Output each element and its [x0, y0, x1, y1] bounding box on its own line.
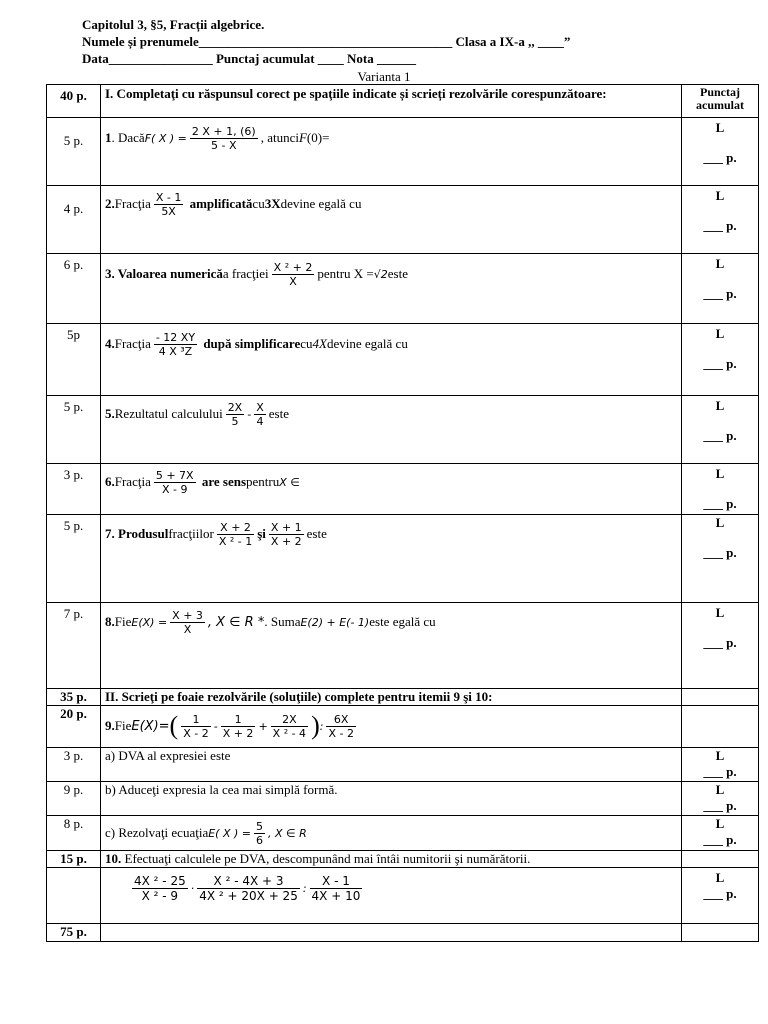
question-9a-row [47, 748, 759, 782]
question-2-score[interactable] [682, 186, 759, 254]
q5-denominator-1: 5 [231, 414, 239, 428]
q9-fraction-3 [271, 713, 308, 740]
q4-fraction [154, 331, 197, 358]
q9-number: 9. [105, 718, 115, 733]
q1-fraction [190, 125, 258, 152]
question-9c [101, 816, 682, 851]
question-10-row [47, 851, 759, 868]
section-2-points: 35 p. [47, 689, 101, 706]
question-7 [101, 515, 682, 603]
score-L: L [715, 816, 725, 831]
q7-denominator-1: X ² - 1 [218, 534, 253, 548]
q8-text-3: este egală cu [369, 614, 436, 629]
q9-denominator-2: X + 2 [222, 726, 254, 740]
question-9b-points: 9 p. [47, 782, 101, 816]
question-7-points: 5 p. [47, 515, 101, 603]
question-9c-points: 8 p. [47, 816, 101, 851]
q6-domain: X ∈ [279, 475, 300, 489]
q4-text-3: devine egală cu [326, 336, 408, 351]
q3-sqrt: √2 [373, 267, 388, 281]
question-8 [101, 603, 682, 689]
q9c-numerator: 5 [256, 819, 264, 833]
question-3-score[interactable] [682, 254, 759, 324]
q9-numerator-1: 1 [181, 713, 211, 727]
score-L: L [715, 870, 725, 885]
score-points: ___ p. [703, 356, 737, 371]
q1-text-4: (0)= [306, 130, 330, 145]
q10-fraction-3 [310, 874, 363, 903]
q1-text-2: , atunci [260, 130, 299, 145]
q7-text-1: fracţiilor [168, 526, 214, 541]
question-4-row [47, 324, 759, 396]
q6-bold-1: 6. [105, 474, 115, 489]
question-9 [101, 706, 682, 748]
q4-italic: 4X [312, 336, 327, 351]
q8-e: E(X) = [131, 615, 168, 629]
q10-op-1: · [190, 881, 195, 895]
q6-bold-2: are sens [201, 474, 247, 489]
question-9b [101, 782, 682, 816]
q1-text-3: F [298, 130, 307, 145]
q9-denominator-1: X - 2 [183, 726, 209, 740]
q10-op-2: : [302, 881, 307, 895]
score-points: ___ p. [703, 764, 737, 779]
q4-numerator: - 12 XY [155, 330, 196, 344]
q9-fraction-4 [326, 713, 356, 740]
question-2-points: 4 p. [47, 186, 101, 254]
question-6-score[interactable] [682, 464, 759, 515]
q5-denominator-2: 4 [256, 414, 264, 428]
score-points: ___ p. [703, 218, 737, 233]
q1-text-1: . Dacă [111, 130, 145, 145]
q9c-e: E( X ) = [208, 826, 252, 840]
q10-fraction-2 [197, 874, 300, 903]
q9-numerator-2: 1 [221, 713, 256, 727]
question-6-points: 3 p. [47, 464, 101, 515]
q2-numerator: X - 1 [155, 190, 182, 204]
q4-text-2: cu [300, 336, 313, 351]
q9-paren-close: ) [311, 711, 320, 740]
q1-denominator: 5 - X [211, 138, 237, 152]
q2-fraction [154, 191, 184, 218]
question-10-points: 15 p. [47, 851, 101, 868]
q7-fraction-1 [217, 521, 254, 548]
q1-fx: F( X ) = [144, 131, 187, 145]
q9c-text: c) Rezolvaţi ecuaţia [105, 825, 209, 840]
score-L: L [715, 605, 725, 620]
q8-text-2: . Suma [264, 614, 301, 629]
score-points: ___ p. [703, 428, 737, 443]
q7-numerator-1: X + 2 [217, 521, 254, 535]
q7-text-2: este [306, 526, 327, 541]
total-score[interactable] [682, 924, 759, 942]
q2-bold-1: amplificată [189, 196, 253, 211]
q5-fraction-1 [226, 401, 245, 428]
score-L: L [715, 326, 725, 341]
q8-text-1: Fie [114, 614, 132, 629]
date-score-line: Data________________ Punctaj acumulat ____ Nota ______ [82, 51, 417, 66]
q7-bold-1: 7. Produsul [105, 526, 169, 541]
question-9c-row [47, 816, 759, 851]
q4-text-1: Fracţia [114, 336, 151, 351]
score-points: ___ p. [703, 150, 737, 165]
q9-op-1: - [213, 719, 218, 733]
q4-bold-2: după simplificare [203, 336, 301, 351]
q9-e: E(X)= [131, 718, 170, 734]
q9-fraction-1 [181, 713, 211, 740]
q2-text-3: devine egală cu [280, 196, 362, 211]
score-L: L [715, 782, 725, 797]
score-points: ___ p. [703, 545, 737, 560]
q2-bold-2: 3X [264, 196, 281, 211]
question-3-points: 6 p. [47, 254, 101, 324]
q2-text-2: cu [252, 196, 265, 211]
q3-bold-1: 3. Valoarea numerică [105, 266, 223, 281]
question-2 [101, 186, 682, 254]
question-1-row [47, 118, 759, 186]
q2-number: 2. [105, 196, 115, 211]
q8-denominator: X [183, 622, 192, 636]
q3-numerator: X ² + 2 [273, 260, 313, 274]
q10-fraction-1 [132, 874, 188, 903]
q3-text-1: a fracţiei [222, 266, 269, 281]
score-points: ___ p. [703, 286, 737, 301]
score-L: L [715, 120, 725, 135]
section-1-points: 40 p. [47, 85, 101, 118]
score-points: ___ p. [703, 832, 737, 847]
q5-minus: - [247, 407, 252, 421]
q2-text-1: Fracţia [114, 196, 151, 211]
q10-expr-empty [47, 868, 101, 924]
q9c-domain: , X ∈ R [268, 826, 307, 840]
q10-numerator-2: X ² - 4X + 3 [197, 874, 300, 889]
question-9-empty [682, 706, 759, 748]
question-9b-score[interactable] [682, 782, 759, 816]
accumulated-header: Punctaj acumulat [682, 85, 759, 118]
q4-bold-1: 4. [105, 336, 115, 351]
q3-text-2: pentru X = [317, 266, 374, 281]
q9c-denominator: 6 [256, 833, 264, 847]
total-points: 75 p. [47, 924, 101, 942]
question-5-row [47, 396, 759, 464]
score-points: ___ p. [703, 798, 737, 813]
total-row [47, 924, 759, 942]
score-points: ___ p. [703, 635, 737, 650]
q7-denominator-2: X + 2 [270, 534, 302, 548]
q6-numerator: 5 + 7X [155, 468, 194, 482]
q5-numerator-2: X [256, 400, 264, 414]
q8-fraction [170, 609, 205, 636]
q5-fraction-2 [254, 401, 266, 428]
question-10-score[interactable] [682, 868, 759, 924]
q6-text-1: Fracţia [114, 474, 151, 489]
score-L: L [715, 748, 725, 763]
question-1-score[interactable] [682, 118, 759, 186]
q10-denominator-1: X ² - 9 [141, 888, 179, 903]
question-1 [101, 118, 682, 186]
question-5 [101, 396, 682, 464]
score-points: ___ p. [703, 496, 737, 511]
q9-op-3: : [319, 719, 324, 733]
question-10-expression [101, 868, 682, 924]
question-3 [101, 254, 682, 324]
q2-denominator: 5X [161, 204, 176, 218]
q7-numerator-2: X + 1 [270, 520, 302, 534]
q7-and: şi [257, 526, 266, 541]
question-6-row [47, 464, 759, 515]
q8-numerator: X + 3 [172, 608, 203, 622]
q9-denominator-3: X ² - 4 [272, 726, 307, 740]
q10-numerator-1: 4X ² - 25 [134, 873, 186, 888]
q3-denominator: X [289, 274, 297, 288]
question-9a-score[interactable] [682, 748, 759, 782]
q5-text-1: Rezultatul calculului [114, 406, 223, 421]
q9-fraction-2 [221, 713, 256, 740]
question-1-points: 5 p. [47, 118, 101, 186]
q9c-fraction [254, 820, 265, 847]
q3-fraction [272, 261, 315, 288]
score-points: ___ p. [703, 886, 737, 901]
question-9-points: 20 p. [47, 706, 101, 748]
q7-fraction-2 [269, 521, 304, 548]
q8-sum: E(2) + E(- 1) [300, 615, 370, 629]
q9-paren-open: ( [169, 711, 179, 740]
section-2-title: II. Scrieţi pe foaie rezolvările (soluţiile) complete pentru itemii 9 şi 10: [101, 689, 682, 706]
section-2-empty [682, 689, 759, 706]
q9-denominator-4: X - 2 [328, 726, 354, 740]
question-9-row [47, 706, 759, 748]
question-9b-row [47, 782, 759, 816]
q5-text-2: este [268, 406, 289, 421]
q10-numerator-3: X - 1 [310, 874, 363, 889]
q5-bold-1: 5. [105, 406, 115, 421]
score-L: L [715, 466, 725, 481]
q10-number: 10. [105, 851, 122, 866]
q3-text-3: este [387, 266, 408, 281]
question-9a [101, 748, 682, 782]
question-9a-points: 3 p. [47, 748, 101, 782]
question-10 [101, 851, 682, 868]
section-1-header [47, 85, 759, 118]
question-2-row [47, 186, 759, 254]
question-8-score[interactable] [682, 603, 759, 689]
question-4 [101, 324, 682, 396]
q9-numerator-4: 6X [326, 713, 356, 727]
section-2-header [47, 689, 759, 706]
q5-numerator-1: 2X [227, 400, 243, 414]
question-9c-score[interactable] [682, 816, 759, 851]
score-L: L [715, 515, 725, 530]
q10-text: Efectuaţi calculele pe DVA, descompunând mai întâi numitorii şi numărătorii. [121, 851, 531, 866]
question-5-score[interactable] [682, 396, 759, 464]
total-empty [101, 924, 682, 942]
q9-text-1: Fie [114, 718, 132, 733]
score-L: L [715, 398, 725, 413]
q6-text-2: pentru [246, 474, 280, 489]
score-L: L [715, 256, 725, 271]
q4-denominator: 4 X ³Z [158, 344, 193, 358]
question-10-expression-row [47, 868, 759, 924]
question-10-empty [682, 851, 759, 868]
question-3-row [47, 254, 759, 324]
test-table [46, 84, 759, 942]
question-5-points: 5 p. [47, 396, 101, 464]
section-1-title: I. Completaţi cu răspunsul corect pe spaţiile indicate și scrieți rezolvările corespunzătoare: [101, 85, 682, 118]
question-4-score[interactable] [682, 324, 759, 396]
variant-label: Varianta 1 [357, 69, 411, 84]
q9-op-2: + [258, 719, 268, 733]
q1-numerator: 2 X + 1, (6) [191, 124, 256, 138]
q10-denominator-3: 4X + 10 [311, 888, 361, 903]
q9b-text: b) Aduceţi expresia la cea mai simplă formă. [105, 782, 338, 797]
question-8-points: 7 p. [47, 603, 101, 689]
q9a-text: a) DVA al expresiei este [105, 748, 231, 763]
question-7-score[interactable] [682, 515, 759, 603]
chapter-title: Capitolul 3, §5, Fracții algebrice. [82, 17, 265, 32]
question-7-row [47, 515, 759, 603]
question-4-points: 5p [47, 324, 101, 396]
q10-denominator-2: 4X ² + 20X + 25 [199, 888, 298, 903]
q9-numerator-3: 2X [271, 713, 308, 727]
q8-bold-1: 8. [105, 614, 115, 629]
question-8-row [47, 603, 759, 689]
q8-domain: , X ∈ R * [207, 614, 265, 630]
name-class-line: Numele și prenumele_______________________________________ Clasa a IX-a ,, ____” [82, 34, 571, 49]
q1-number: 1 [105, 130, 112, 145]
score-L: L [715, 188, 725, 203]
question-6 [101, 464, 682, 515]
q6-denominator: X - 9 [161, 482, 188, 496]
q6-fraction [154, 469, 196, 496]
